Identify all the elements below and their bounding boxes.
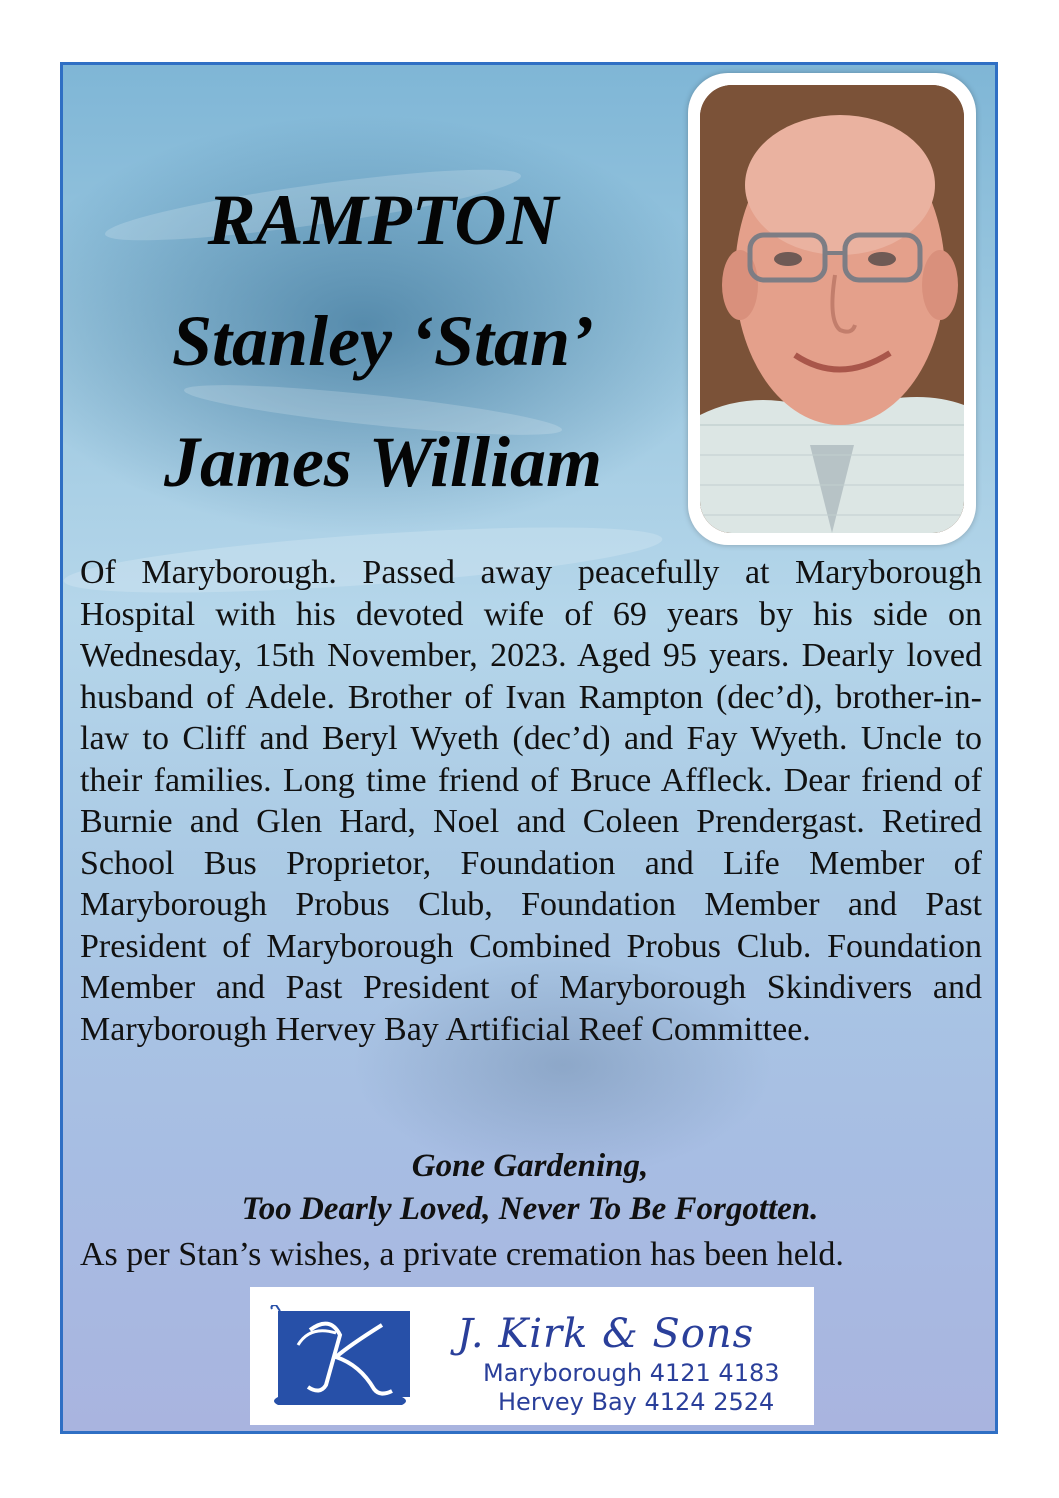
phone-hervey-bay: Hervey Bay 4124 2524: [498, 1388, 775, 1416]
memorial-verse: [63, 1145, 997, 1231]
funeral-director-advert: [250, 1287, 814, 1425]
deceased-name-heading: [113, 160, 653, 523]
portrait-frame: [688, 73, 976, 545]
cremation-note: As per Stan’s wishes, a private cremation has been held.: [80, 1236, 844, 1273]
death-notice: [60, 62, 998, 1434]
given-names-line-2: James William: [163, 422, 603, 502]
given-names-line-1: Stanley ‘Stan’: [171, 301, 595, 381]
script-k-logo-icon: [270, 1305, 412, 1405]
verse-line-1: Gone Gardening,: [411, 1148, 649, 1184]
portrait-illustration: [700, 85, 964, 533]
firm-name: J. Kirk & Sons: [457, 1311, 755, 1357]
phone-maryborough: Maryborough 4121 4183: [483, 1359, 780, 1387]
portrait-photo: [700, 85, 964, 533]
surname: RAMPTON: [207, 180, 559, 260]
verse-line-2: Too Dearly Loved, Never To Be Forgotten.: [241, 1191, 819, 1227]
notice-body: Of Maryborough. Passed away peacefully at Maryborough Hospital with his devoted wife of 69 years by his side on Wednesday, 15th November, 2023. Aged 95 years. Dearly loved husband of Adele. Brother of Ivan Rampton (dec’d), brother-in-law to Cliff and Beryl Wyeth (dec’d) and Fay Wyeth. Uncle to their families. Long time friend of Bruce Affleck. Dear friend of Burnie and Glen Hard, Noel and Coleen Prendergast. Retired School Bus Proprietor, Foundation and Life Member of Maryborough Probus Club, Foundation Member and Past President of Maryborough Combined Probus Club. Foundation Member and Past President of Maryborough Skindivers and Maryborough Hervey Bay Artificial Reef Committee.: [80, 554, 982, 1048]
